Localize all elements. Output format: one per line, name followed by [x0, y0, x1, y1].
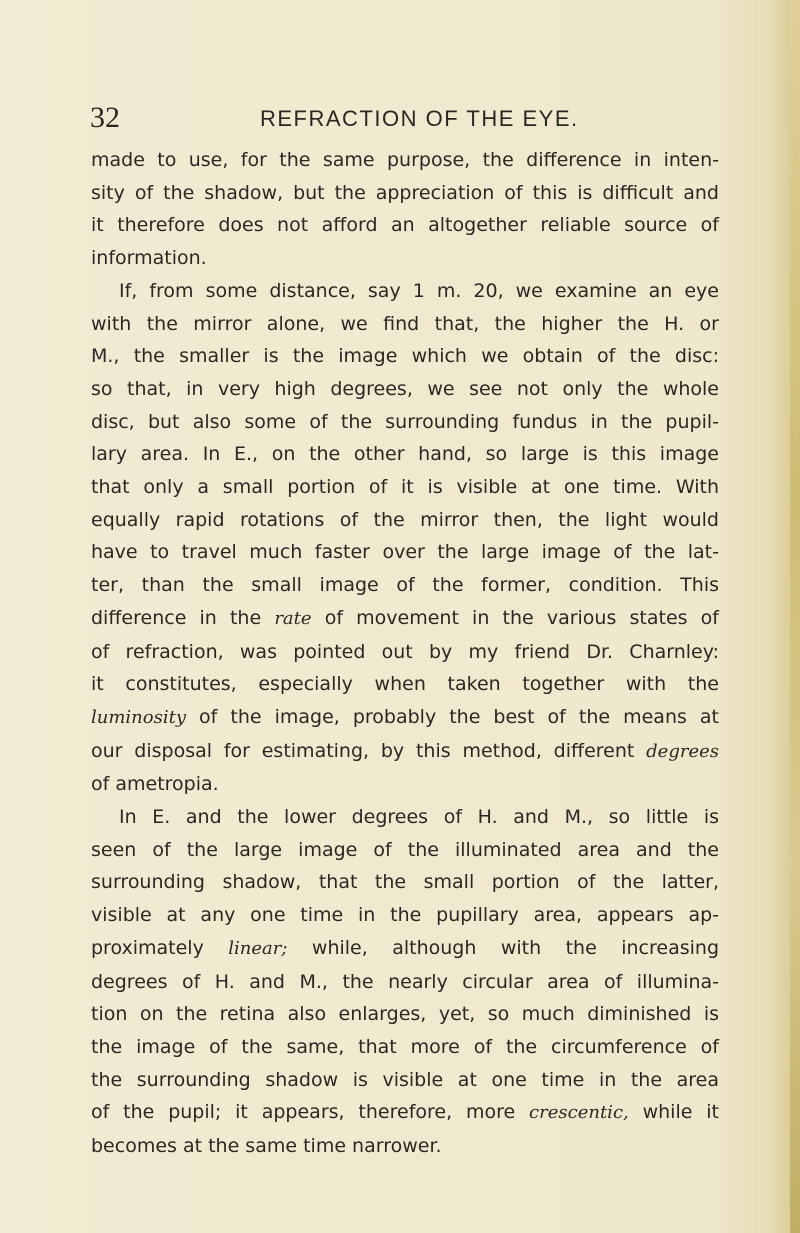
- page-number: 32: [90, 101, 120, 134]
- text-line: [91, 602, 719, 636]
- text-run: difference in the: [91, 606, 275, 629]
- text-line: In E. and the lower degrees of H. and M., so little is: [119, 806, 719, 829]
- text-line: of ametropia.: [91, 773, 219, 796]
- text-line: becomes at the same time narrower.: [91, 1135, 442, 1158]
- italic-word-luminosity: luminosity: [91, 706, 187, 728]
- text-line: M., the smaller is the image which we obtain of the disc:: [91, 345, 719, 368]
- text-line: with the mirror alone, we find that, the higher the H. or: [91, 312, 719, 335]
- text-line: ter, than the small image of the former, condition. This: [91, 574, 719, 597]
- paragraph-2: [91, 275, 719, 801]
- text-line: that only a small portion of it is visible at one time. With: [91, 476, 719, 499]
- text-line: [91, 932, 719, 966]
- italic-word-linear: linear;: [228, 937, 288, 959]
- text-line: [91, 735, 719, 769]
- text-run: of the pupil; it appears, therefore, more: [91, 1101, 530, 1124]
- text-line: equally rapid rotations of the mirror then, the light would: [91, 508, 719, 531]
- body-text: [91, 144, 719, 1163]
- text-run: our disposal for estimating, by this method, different: [91, 739, 647, 762]
- italic-word-crescentic: crescentic,: [529, 1102, 629, 1124]
- italic-word-degrees: degrees: [646, 740, 719, 762]
- text-run: of movement in the various states of: [311, 606, 719, 629]
- text-line: visible at any one time in the pupillary area, appears ap-: [91, 904, 719, 927]
- text-line: surrounding shadow, that the small portion of the latter,: [91, 871, 719, 894]
- text-line: so that, in very high degrees, we see not only the whole: [91, 377, 719, 400]
- text-line: have to travel much faster over the large image of the lat-: [91, 541, 719, 564]
- page-header: [90, 100, 730, 140]
- text-line: of refraction, was pointed out by my friend Dr. Charnley:: [91, 640, 719, 663]
- text-line: sity of the shadow, but the appreciation of this is difficult and: [91, 181, 719, 204]
- text-line: the image of the same, that more of the circumference of: [91, 1035, 719, 1058]
- text-line: [91, 701, 719, 735]
- paragraph-3: [91, 801, 719, 1163]
- text-line: If, from some distance, say 1 m. 20, we examine an eye: [119, 279, 719, 302]
- text-line: it constitutes, especially when taken together with the: [91, 673, 719, 696]
- text-line: it therefore does not afford an altogether reliable source of: [91, 214, 719, 237]
- text-line: seen of the large image of the illuminated area and the: [91, 838, 719, 861]
- text-line: lary area. In E., on the other hand, so large is this image: [91, 443, 719, 466]
- text-line: disc, but also some of the surrounding fundus in the pupil-: [91, 410, 719, 433]
- text-line: information.: [91, 247, 207, 270]
- text-run: while, although with the increasing: [287, 936, 719, 959]
- italic-word-rate: rate: [274, 607, 312, 629]
- text-line: the surrounding shadow is visible at one time in the area: [91, 1068, 719, 1091]
- text-line: tion on the retina also enlarges, yet, so much diminished is: [91, 1003, 719, 1026]
- text-line: degrees of H. and M., the nearly circular area of illumina-: [91, 970, 719, 993]
- text-run: of the image, probably the best of the means at: [186, 705, 719, 728]
- page-edge: [790, 0, 800, 1233]
- text-line: made to use, for the same purpose, the difference in inten-: [91, 149, 719, 171]
- paragraph-1: [91, 144, 719, 275]
- text-run: proximately: [91, 936, 229, 959]
- running-head: REFRACTION OF THE EYE.: [260, 106, 579, 131]
- text-line: [91, 1096, 719, 1130]
- text-run: while it: [628, 1101, 720, 1124]
